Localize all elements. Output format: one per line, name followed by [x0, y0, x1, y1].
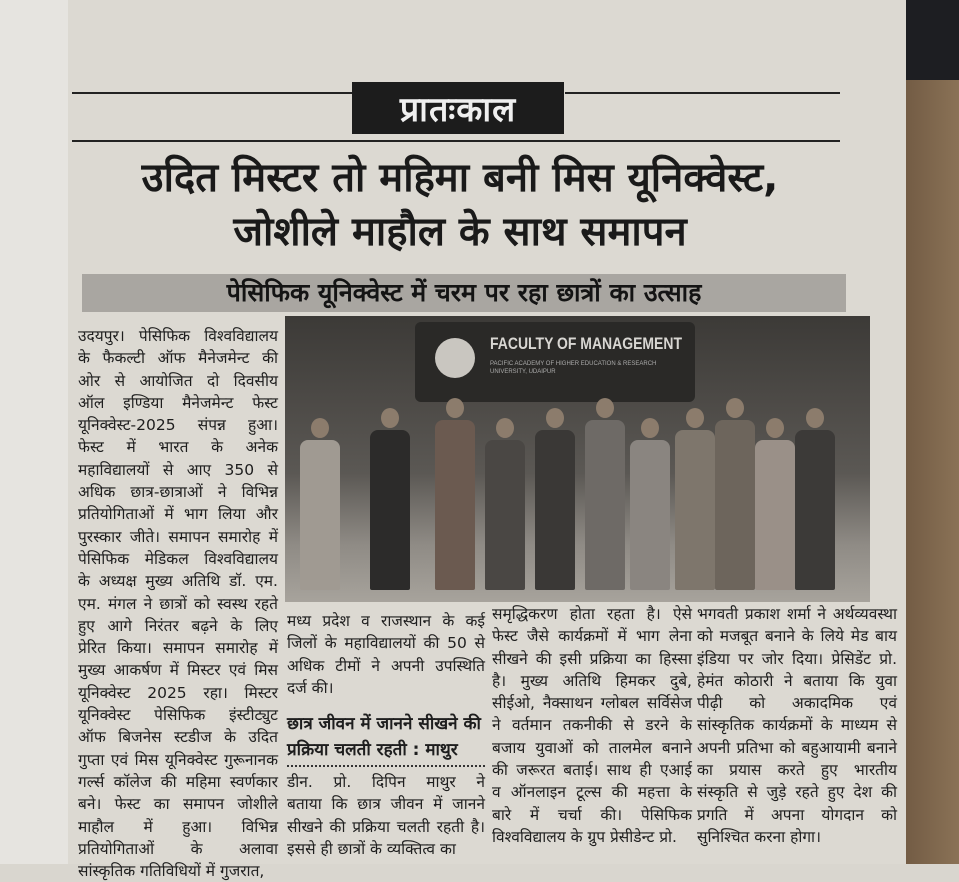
masthead-rule-right: [565, 92, 840, 94]
column-subheading: [287, 711, 485, 763]
text-line: [78, 503, 278, 525]
headline-line-1: [80, 152, 840, 204]
text-line: [78, 436, 278, 458]
text-line: [492, 714, 692, 736]
banner-title-text: FACULTY OF MANAGEMENT: [490, 334, 682, 353]
text-line-content: प्रेरित किया। समापन समारोह में: [78, 639, 278, 658]
text-line-content: सुनिश्चित करना होगा।: [697, 827, 821, 846]
text-line-content: महाविद्यालयों से आए 350 से: [78, 460, 278, 479]
person-body: [300, 440, 340, 590]
text-line: [492, 804, 692, 826]
text-line: [697, 826, 897, 848]
text-line: [287, 793, 485, 815]
person-body: [435, 420, 475, 590]
text-line: [492, 826, 692, 848]
text-line-content: पुरस्कार जीते। समापन समारोह में: [78, 527, 278, 546]
text-line-content: समृद्धिकरण होता रहता है। ऐसे: [492, 605, 692, 623]
person-figure: [535, 408, 575, 590]
text-line-content: एम. मंगल ने छात्रों को स्वस्थ रहते: [78, 594, 278, 613]
person-figure: [630, 418, 670, 590]
background-left: [0, 0, 70, 864]
text-line: [78, 481, 278, 503]
person-body: [535, 430, 575, 590]
person-head: [311, 418, 329, 438]
person-figure: [585, 398, 625, 590]
text-line: [697, 714, 897, 736]
text-line: [78, 392, 278, 414]
text-line-content: माहौल में हुआ। विभिन्न: [78, 817, 278, 836]
newspaper-masthead: [352, 82, 564, 134]
person-figure: [300, 418, 340, 590]
text-line: [78, 370, 278, 392]
text-line-content: पेसिफिक मेडिकल विश्वविद्यालय: [78, 549, 278, 568]
banner-title: [490, 334, 690, 354]
person-head: [686, 408, 704, 428]
text-line-content: व ऑनलाइन टूल्स की महत्ता के: [492, 783, 692, 802]
text-line-content: सांस्कृतिक कार्यक्रमों के माध्यम से: [697, 716, 897, 735]
text-line-content: मुख्य आकर्षण में मिस्टर एवं मिस: [78, 661, 278, 680]
person-figure: [755, 418, 795, 590]
person-head: [596, 398, 614, 418]
person-head: [381, 408, 399, 428]
subheadline-text: पेसिफिक यूनिक्वेस्ट में चरम पर रहा छात्रों का उत्साह: [226, 278, 702, 307]
text-line: [78, 771, 278, 793]
text-line-content: इंडिया पर जोर दिया। प्रेसिडेंट प्रो.: [697, 649, 897, 668]
text-line-content: प्रगति में अपना योगदान को: [697, 805, 897, 824]
text-line: [78, 682, 278, 704]
subheadline: [82, 274, 846, 312]
text-line-content: सीईओ, नैक्साथन ग्लोबल सर्विसेज: [492, 694, 692, 713]
person-body: [675, 430, 715, 590]
text-line-content: फेस्ट में भारत के अनेक: [78, 438, 278, 457]
text-line: [697, 692, 897, 714]
text-line-content: फेस्ट जैसे कार्यक्रमों में भाग लेना: [492, 627, 692, 646]
person-figure: [435, 398, 475, 590]
text-line: [78, 726, 278, 748]
text-line: [78, 347, 278, 369]
person-figure: [715, 398, 755, 590]
text-line-content: प्रतियोगिताओं में भाग लिया और: [78, 505, 278, 524]
person-head: [446, 398, 464, 418]
text-line: [78, 659, 278, 681]
text-line-content: ऑफ बिजनेस स्टडीज के उदित: [78, 728, 278, 747]
text-line-content: विश्वविद्यालय के ग्रुप प्रेसीडेन्ट प्रो.: [492, 827, 677, 846]
text-line-content: है। मुख्य अतिथि हिमकर दुबे,: [492, 671, 692, 690]
person-head: [726, 398, 744, 418]
text-line: [697, 625, 897, 647]
text-line: [78, 414, 278, 436]
text-line-content: की जरूरत बताई। साथ ही एआई: [492, 761, 692, 780]
text-line-content: गुप्ता एवं मिस यूनिक्वेस्ट गुरूनानक: [78, 750, 278, 769]
text-line-content: बने। फेस्ट का समापन जोशीले: [78, 795, 278, 814]
text-line: [78, 793, 278, 815]
text-line-content: गर्ल्स कॉलेज की महिमा स्वर्णकार: [78, 772, 278, 791]
headline-text: उदित मिस्टर तो महिमा बनी मिस यूनिक्वेस्ट,: [141, 155, 779, 201]
person-head: [496, 418, 514, 438]
text-line: [697, 670, 897, 692]
person-body: [485, 440, 525, 590]
text-line-content: को मजबूत बनाने के लिये मेड बाय: [697, 627, 897, 646]
person-head: [641, 418, 659, 438]
text-line-content: ऑल इण्डिया मैनेजमेन्ट फेस्ट: [78, 393, 278, 412]
text-line: [78, 637, 278, 659]
text-line-content: सीखने की प्रक्रिया चलती रहती है।: [287, 817, 485, 836]
person-head: [546, 408, 564, 428]
text-line-content: हेमंत कोठारी ने बताया कि युवा: [697, 671, 897, 690]
text-line: [78, 860, 278, 882]
text-line-content: बजाय युवाओं को तालमेल बनाने: [492, 738, 692, 757]
text-line: [492, 692, 692, 714]
text-line: [492, 625, 692, 647]
text-line-content: यूनिक्वेस्ट 2025 रहा। मिस्टर: [78, 683, 278, 702]
person-body: [715, 420, 755, 590]
person-head: [766, 418, 784, 438]
person-figure: [485, 418, 525, 590]
person-figure: [675, 408, 715, 590]
person-body: [795, 430, 835, 590]
subheading-line: [287, 737, 485, 763]
article-column-1: [78, 325, 278, 882]
subheading-line: [287, 711, 485, 737]
dotted-divider: [287, 765, 485, 767]
text-line: [78, 816, 278, 838]
text-line: [78, 570, 278, 592]
masthead-rule-left: [72, 92, 352, 94]
text-line: [492, 759, 692, 781]
text-line: [287, 771, 485, 793]
text-line-content: उदयपुर। पेसिफिक विश्वविद्यालय: [78, 327, 278, 345]
person-body: [630, 440, 670, 590]
text-line: [697, 737, 897, 759]
text-line-content: प्रतियोगिताओं के अलावा: [78, 839, 278, 858]
masthead-rule-bottom: [72, 140, 840, 142]
text-line: [492, 603, 692, 625]
text-line: [492, 670, 692, 692]
text-line: [78, 838, 278, 860]
person-body: [585, 420, 625, 590]
text-line-content: हुए आगे निरंतर बढ़ने के लिए: [78, 616, 278, 635]
text-line-content: मध्य प्रदेश व राजस्थान के कई: [287, 612, 485, 630]
text-line-content: अधिक छात्र-छात्राओं ने विभिन्न: [78, 483, 278, 502]
banner-subtitle: PACIFIC ACADEMY OF HIGHER EDUCATION & RESEARCH UNIVERSITY, UDAIPUR: [490, 361, 657, 375]
photo-banner: [415, 322, 695, 402]
text-line-content: सांस्कृतिक गतिविधियों में गुजरात,: [78, 862, 265, 881]
text-line-content: संस्कृति से जुड़े रहते हुए देश की: [697, 783, 897, 802]
text-line: [78, 615, 278, 637]
text-line: [287, 610, 485, 632]
headline-text: जोशीले माहौल के साथ समापन: [233, 209, 687, 255]
article-column-4: [697, 603, 897, 848]
text-line-content: दर्ज की।: [287, 678, 334, 697]
text-line-content: बारे में चर्चा की। पेसिफिक: [492, 805, 692, 824]
text-line: [697, 804, 897, 826]
text-line: [492, 781, 692, 803]
text-line: [78, 526, 278, 548]
text-line-content: जिलों के महाविद्यालयों की 50 से: [287, 634, 485, 653]
person-body: [370, 430, 410, 590]
text-line: [287, 677, 485, 699]
text-line-content: यूनिक्वेस्ट पेसिफिक इंस्टीट्युट: [78, 706, 278, 725]
text-line-content: सीखने की इसी प्रक्रिया का हिस्सा: [492, 649, 692, 668]
text-line-content: बताया कि छात्र जीवन में जानने: [287, 795, 485, 814]
text-line-content: इससे ही छात्रों के व्यक्तित्व का: [287, 840, 456, 859]
text-line-content: ने वर्तमान तकनीकी से डरने के: [492, 716, 692, 735]
text-line-content: भगवती प्रकाश शर्मा ने अर्थव्यवस्था: [697, 605, 897, 623]
text-line-content: का प्रयास करते हुए भारतीय: [697, 761, 897, 780]
text-line-content: के अध्यक्ष मुख्य अतिथि डॉ. एम.: [78, 572, 278, 591]
text-line: [697, 781, 897, 803]
text-line: [78, 593, 278, 615]
text-line-content: पीढ़ी को अकादमिक एवं: [697, 694, 897, 713]
text-line: [697, 759, 897, 781]
text-line: [287, 816, 485, 838]
subheading-text: प्रक्रिया चलती रहती : माथुर: [287, 740, 458, 761]
headline-line-2: [80, 206, 840, 258]
text-line: [78, 704, 278, 726]
person-head: [806, 408, 824, 428]
text-line: [287, 838, 485, 860]
text-line-content: अधिक टीमों ने अपनी उपस्थिति: [287, 656, 485, 675]
text-line: [697, 603, 897, 625]
article-column-3: [492, 603, 692, 848]
text-line: [78, 325, 278, 347]
text-line: [287, 655, 485, 677]
text-line: [287, 632, 485, 654]
text-line: [78, 548, 278, 570]
text-line: [78, 459, 278, 481]
article-column-2: [287, 610, 485, 860]
text-line-content: के फैकल्टी ऑफ मैनेजमेन्ट की: [78, 349, 278, 368]
text-line-content: डीन. प्रो. दिपिन माथुर ने: [287, 773, 485, 792]
person-body: [755, 440, 795, 590]
text-line: [78, 749, 278, 771]
text-line-content: ओर से आयोजित दो दिवसीय: [78, 371, 278, 390]
text-line: [492, 737, 692, 759]
text-line: [492, 648, 692, 670]
text-line-content: यूनिक्वेस्ट-2025 संपन्न हुआ।: [78, 416, 278, 435]
person-figure: [370, 408, 410, 590]
text-line: [697, 648, 897, 670]
university-logo: [435, 338, 475, 378]
person-figure: [795, 408, 835, 590]
event-photo: [285, 316, 870, 602]
subheading-text: छात्र जीवन में जानने सीखने की: [287, 714, 481, 735]
masthead-text: प्रातःकाल: [399, 90, 517, 130]
text-line-content: अपनी प्रतिभा को बहुआयामी बनाने: [697, 738, 897, 757]
